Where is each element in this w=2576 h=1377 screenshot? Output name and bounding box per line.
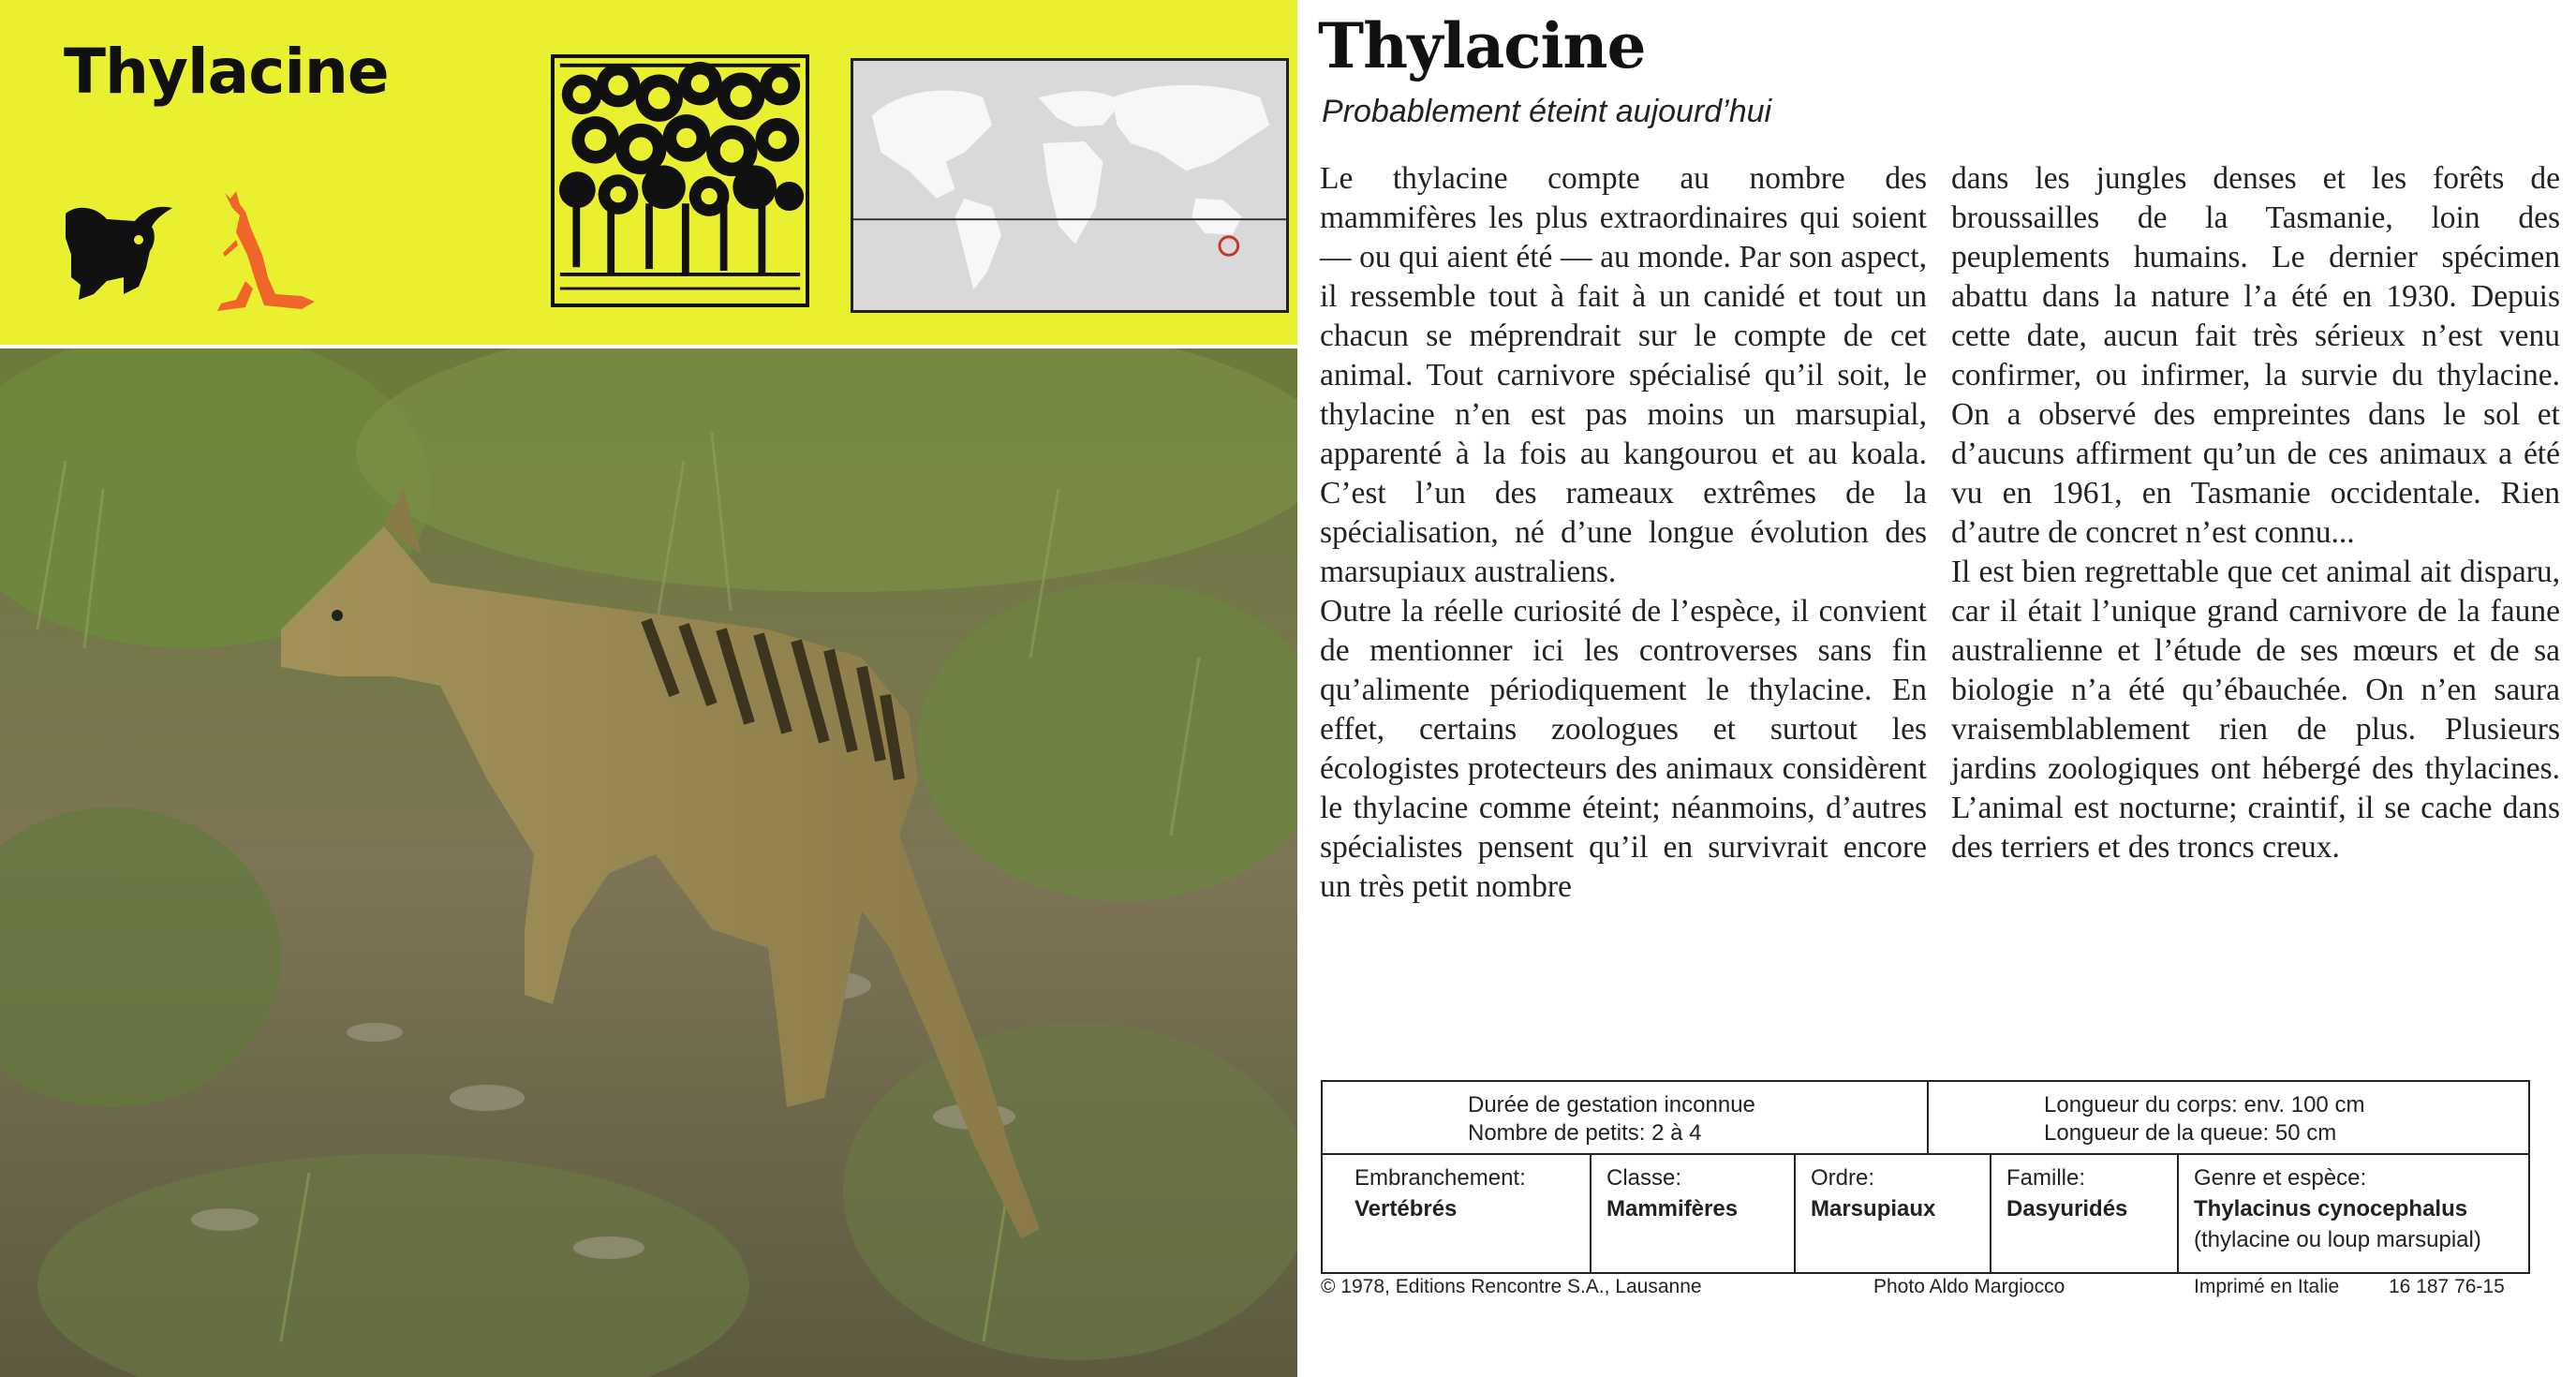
body-length-text: Longueur du corps: env. 100 cm [2044,1092,2365,1118]
phylum-label: Embranchement: [1355,1165,1526,1191]
copyright: © 1978, Editions Rencontre S.A., Lausanne [1321,1276,1702,1297]
common-name: (thylacine ou loup marsupial) [2194,1227,2481,1252]
paragraph: Il est bien regrettable que cet animal ait disparu, car il était l’unique grand carnivore de la faune australienne et l’étude de ses mœurs et de sa biologie n’a été qu’ébauchée. On n’en saura vraisemblablement rien de plus. Plusieurs jardins zoologiques ont hébergé des thylacines. L’animal est nocturne; craintif, il se cache dans des terriers et des troncs creux. [1951,555,2560,865]
text-column-1 [1320,159,1927,907]
class-label: Classe: [1606,1165,1682,1191]
genus-label: Genre et espèce: [2194,1165,2367,1191]
printed-in: Imprimé en Italie [2194,1276,2340,1297]
kangaroo-icon [208,187,318,318]
order-value: Marsupiaux [1811,1196,1936,1222]
gestation-text: Durée de gestation inconnue [1468,1092,1755,1118]
text-column-2 [1951,159,2560,867]
info-row-top [1323,1082,2528,1155]
card-title: Thylacine [1318,9,1646,82]
order-cell [1811,1162,1935,1224]
bull-icon [58,195,180,305]
header-band [0,0,1297,345]
tail-length-text: Longueur de la queue: 50 cm [2044,1120,2337,1146]
phylum-cell [1355,1162,1526,1224]
card-subtitle: Probablement éteint aujourd’hui [1322,94,1772,129]
family-value: Dasyuridés [2006,1196,2128,1222]
world-map [851,58,1289,313]
divider [2177,1153,2179,1272]
photo-credit: Photo Aldo Margiocco [1873,1276,2065,1297]
family-label: Famille: [2006,1165,2086,1191]
phylum-value: Vertébrés [1355,1196,1458,1222]
divider [1590,1153,1591,1272]
forest-habitat-illustration [551,54,809,307]
family-cell [2006,1162,2127,1224]
length-block [2044,1091,2364,1148]
genus-cell [2194,1162,2481,1255]
card-title: Thylacine [64,36,389,108]
right-card [1297,0,2576,1377]
class-value: Mammifères [1606,1196,1739,1222]
class-cell [1606,1162,1738,1224]
paragraph: dans les jungles denses et les forêts de broussailles de la Tasmanie, loin des peuplements humains. Le dernier spécimen abattu dans la nature l’a été en 1930. Depuis cette date, aucun fait très sérieux n’est venu confirmer, ou infirmer, la survie du thylacine. On a observé des empreintes dans le sol et d’aucuns affirment qu’un de ces animaux a été vu en 1961, en Tasmanie occidentale. Rien d’autre de concret n’est connu... [1951,161,2560,550]
genus-value: Thylacinus cynocephalus [2194,1196,2468,1222]
order-label: Ordre: [1811,1165,1875,1191]
paragraph: Outre la réelle curiosité de l’espèce, il convient de mentionner ici les controverses sans fin qu’alimente périodiquement le thylacine. En effet, certains zoologues et surtout les écologistes protecteurs des animaux considèrent le thylacine comme éteint; néanmoins, d’autres spécialistes pensent qu’il en survivrait encore un très petit nombre [1320,594,1927,904]
divider [1927,1082,1929,1153]
gestation-block [1468,1091,1755,1148]
paragraph: Le thylacine compte au nombre des mammifères les plus extraordinaires qui soient — ou qui aient été — au monde. Par son aspect, il ressemble tout à fait à un canidé et tout un chacun se méprendrait sur le compte de cet animal. Tout carnivore spécialisé qu’il soit, le thylacine n’en est pas moins un marsupial, apparenté à la fois au kangourou et au koala. C’est l’un des rameaux extrêmes de la spécialisation, né d’une longue évolution des marsupiaux australiens. [1320,161,1927,589]
info-table [1321,1080,2530,1274]
thylacine-photo [0,348,1297,1377]
divider [1794,1153,1796,1272]
young-text: Nombre de petits: 2 à 4 [1468,1120,1702,1146]
card-code: 16 187 76-15 [2389,1276,2505,1297]
divider [1990,1153,1991,1272]
